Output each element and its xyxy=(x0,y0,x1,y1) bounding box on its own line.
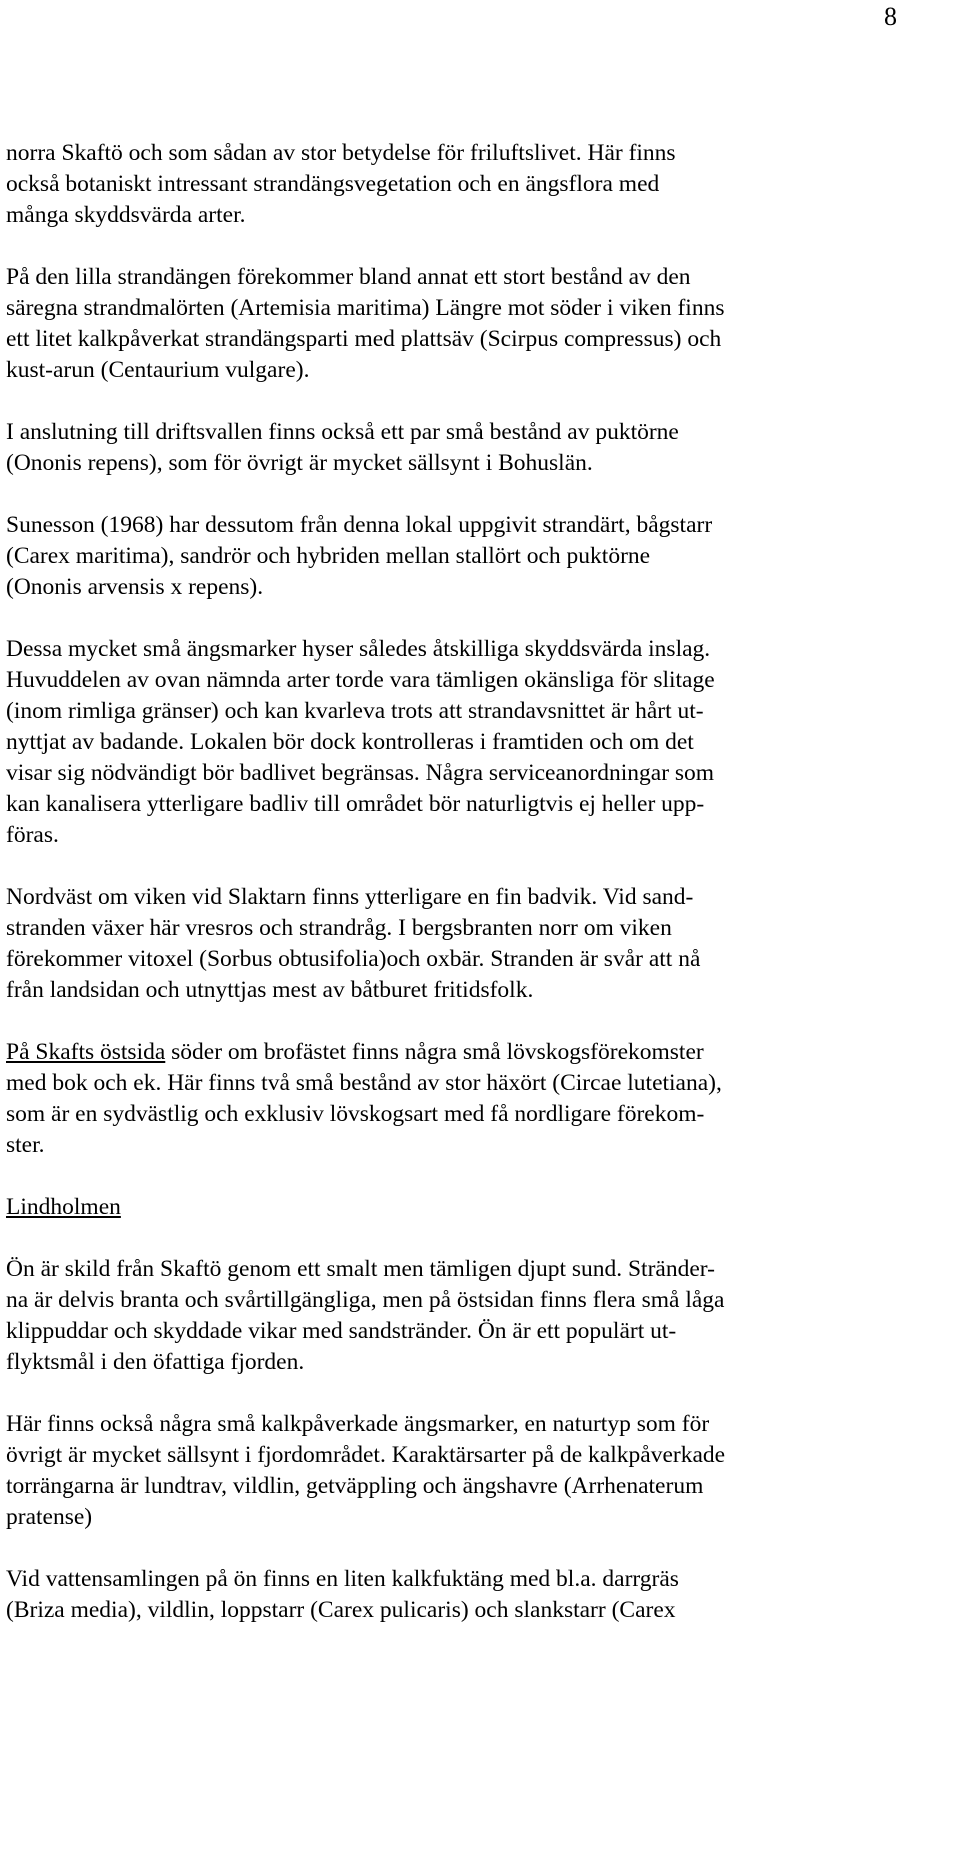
paragraph-gap xyxy=(6,851,956,882)
paragraph-skafts-ostsida xyxy=(6,1037,956,1161)
paragraph-skafts-ostsida-text: söder om brofästet finns några små lövskogsförekomster med bok och ek. Här finns två små bestånd av stor häxört (Circae lutetiana), som är en sydvästlig och exklusiv lövskogsart med få nordligare förekom- ster. xyxy=(6,1039,722,1158)
paragraph-kalkpaverkade: Här finns också några små kalkpåverkade ängsmarker, en naturtyp som för övrigt är mycket sällsynt i fjordområdet. Karaktärsarter på de kalkpåverkade torrängarna är lundtrav, vildlin, getväppling och ängshavre (Arrhenaterum pratense) xyxy=(6,1411,726,1530)
paragraph-gap xyxy=(6,1378,956,1409)
paragraph-gap xyxy=(6,231,956,262)
section-heading-lindholmen: Lindholmen xyxy=(6,1194,121,1220)
paragraph-gap xyxy=(6,603,956,634)
paragraph-strandangen: På den lilla strandängen förekommer bland annat ett stort bestånd av den säregna strandmalörten (Artemisia maritima) Längre mot söder i viken finns ett litet kalkpåverkat strandängsparti med plattsäv (Scirpus compressus) och kust-arun (Centaurium vulgare). xyxy=(6,264,725,383)
paragraph-gap xyxy=(6,1223,956,1254)
paragraph-gap xyxy=(6,1533,956,1564)
paragraph-gap xyxy=(6,1006,956,1037)
paragraph-driftsvallen: I anslutning till driftsvallen finns också ett par små bestånd av puktörne (Ononis repens), som för övrigt är mycket sällsynt i Bohuslän. xyxy=(6,419,679,476)
paragraph-angsmarker: Dessa mycket små ängsmarker hyser således åtskilliga skyddsvärda inslag. Huvuddelen av ovan nämnda arter torde vara tämligen okänsliga för slitage (inom rimliga gränser) och kan kvarleva trots att strandavsnittet är hårt ut- nyttjat av badande. Lokalen bör dock kontrolleras i framtiden och om det visar sig nödvändigt bör badlivet begränsas. Några serviceanordningar som kan kanalisera ytterligare badliv till området bör naturligtvis ej heller upp- föras. xyxy=(6,636,715,848)
paragraph-skafto-intro: norra Skaftö och som sådan av stor betydelse för friluftslivet. Här finns också botaniskt intressant strandängsvegetation och en ängsflora med många skyddsvärda arter. xyxy=(6,140,676,228)
paragraph-gap xyxy=(6,479,956,510)
page-number: 8 xyxy=(884,2,897,31)
paragraph-sunesson: Sunesson (1968) har dessutom från denna lokal uppgivit strandärt, bågstarr (Carex maritima), sandrör och hybriden mellan stallört och puktörne (Ononis arvensis x repens). xyxy=(6,512,713,600)
paragraph-lindholmen-intro: Ön är skild från Skaftö genom ett smalt men tämligen djupt sund. Stränder- na är delvis branta och svårtillgängliga, men på östsidan finns flera små låga klippuddar och skyddade vikar med sandstränder. Ön är ett populärt ut- flyktsmål i den öfattiga fjorden. xyxy=(6,1256,725,1375)
document-body xyxy=(6,138,956,1626)
paragraph-vattensamlingen: Vid vattensamlingen på ön finns en liten kalkfuktäng med bl.a. darrgräs (Briza media), vildlin, loppstarr (Carex pulicaris) och slankstarr (Carex xyxy=(6,1566,679,1623)
underlined-place-name: På Skafts östsida xyxy=(6,1039,166,1065)
paragraph-gap xyxy=(6,1161,956,1192)
paragraph-slaktarn: Nordväst om viken vid Slaktarn finns ytterligare en fin badvik. Vid sand- stranden växer här vresros och strandråg. I bergsbranten norr om viken förekommer vitoxel (Sorbus obtusifolia)och oxbär. Stranden är svår att nå från landsidan och utnyttjas mest av båtburet fritidsfolk. xyxy=(6,884,701,1003)
paragraph-gap xyxy=(6,386,956,417)
